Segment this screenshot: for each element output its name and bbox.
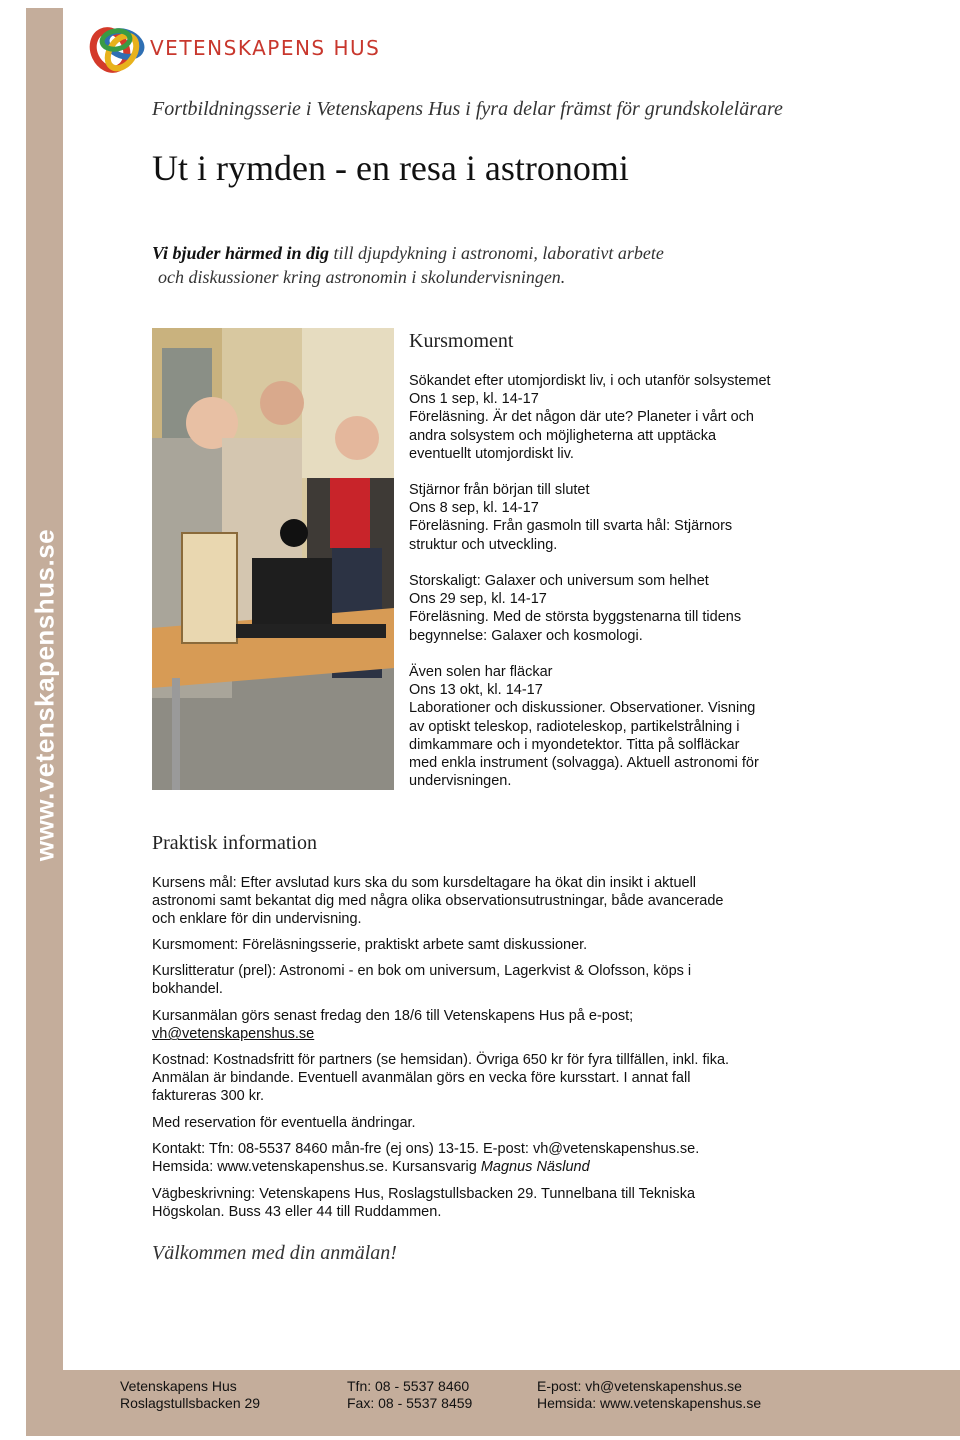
course-photo [152,328,394,790]
info-text: astronomi samt bekantat dig med några olika observationsutrustningar, både avancerade [152,893,724,910]
praktisk-heading: Praktisk information [152,832,317,854]
module-title: Sökandet efter utomjordiskt liv, i och utanför solsystemet [409,373,771,389]
module-line: dimkammare och i myondetektor. Titta på solfläckar [409,736,740,753]
info-vagbeskrivning [152,1185,792,1221]
info-label: Kostnad [152,1052,206,1068]
info-text: bokhandel. [152,981,223,998]
series-subtitle: Fortbildningsserie i Vetenskapens Hus i fyra delar främst för grundskolelärare [152,98,783,120]
info-text: : Kostnadsfritt för partners (se hemsidan). Övriga 650 kr för fyra tillfällen, inkl. fika. [205,1052,730,1068]
footer-phone [347,1378,472,1412]
info-label: Kursanmälan [152,1008,238,1024]
module-line: Föreläsning. Med de största byggstenarna till tidens [409,609,742,626]
module-date: Ons 13 okt, kl. 14-17 [409,682,543,699]
module-4 [409,663,809,790]
footer-line: Hemsida: www.vetenskapenshus.se [537,1395,762,1411]
module-3 [409,572,809,645]
logo-name: VETENSKAPENS HUS [150,36,381,60]
info-text: faktureras 300 kr. [152,1088,265,1105]
info-text: Vetenskapens Hus, Roslagstullsbacken 29. Tunnelbana till Tekniska [255,1186,696,1202]
module-line: begynnelse: Galaxer och kosmologi. [409,627,643,644]
info-label: Kurslitteratur [152,963,235,979]
module-title: Stjärnor från början till slutet [409,482,590,498]
info-text: Anmälan är bindande. Eventuell avanmälan görs en vecka före kursstart. I annat fall [152,1070,691,1087]
footer-line: Roslagstullsbacken 29 [120,1395,261,1411]
module-1 [409,372,809,463]
info-text: (prel): Astronomi - en bok om universum, Lagerkvist & Olofsson, köps i [234,963,692,979]
info-text: Föreläsningsserie, praktiskt arbete samt diskussioner. [238,937,588,953]
footer-address [120,1378,260,1412]
info-label: Vägbeskrivning: [152,1186,256,1202]
footer-line: Vetenskapens Hus [120,1378,237,1394]
module-line: Laborationer och diskussioner. Observationer. Visning [409,700,756,717]
info-label: Kursmoment: [152,937,239,953]
kursmoment-heading: Kursmoment [409,330,514,352]
info-kostnad [152,1051,792,1106]
welcome-text: Välkommen med din anmälan! [152,1242,397,1264]
side-url-container [26,470,63,920]
module-title: Även solen har fläckar [409,664,553,680]
info-text: och enklare för din undervisning. [152,911,362,928]
info-kontakt [152,1140,792,1176]
module-2 [409,481,809,554]
email-link[interactable]: vh@vetenskapenshus.se [152,1026,315,1043]
interlocking-rings-logo-icon [88,18,150,78]
module-line: eventuellt utomjordiskt liv. [409,445,574,462]
module-line: Föreläsning. Från gasmoln till svarta hål: Stjärnors [409,518,733,535]
info-text: Högskolan. Buss 43 eller 44 till Ruddammen. [152,1204,442,1221]
info-text: görs senast fredag den 18/6 till Vetenskapens Hus på e-post; [237,1008,634,1024]
info-reservation: Med reservation för eventuella ändringar. [152,1115,416,1131]
footer-line: Tfn: 08 - 5537 8460 [347,1378,470,1394]
module-line: Föreläsning. Är det någon där ute? Planeter i vårt och [409,409,754,426]
info-text: Efter avslutad kurs ska du som kursdeltagare ha ökat din insikt i aktuell [236,875,697,891]
module-line: struktur och utveckling. [409,536,558,553]
contact-person: Magnus Näslund [480,1159,590,1176]
module-line: undervisningen. [409,773,512,790]
footer-line: E-post: vh@vetenskapenshus.se [537,1378,742,1394]
info-label: Kursens mål: [152,875,237,891]
side-url: www.vetenskapenshus.se [29,528,59,862]
module-date: Ons 29 sep, kl. 14-17 [409,591,547,608]
info-kurslitteratur [152,962,792,998]
info-label: Kontakt: [152,1141,206,1157]
intro-line-2: och diskussioner kring astronomin i skolundervisningen. [158,267,566,287]
info-kursmoment [152,936,792,954]
info-text: Tfn: 08-5537 8460 mån-fre (ej ons) 13-15. E-post: vh@vetenskapenshus.se. [205,1141,700,1157]
info-kursanmalan [152,1007,792,1043]
module-line: andra solsystem och möjligheterna att upptäcka [409,427,717,444]
footer-line: Fax: 08 - 5537 8459 [347,1395,473,1411]
module-date: Ons 8 sep, kl. 14-17 [409,500,539,517]
intro-text [152,241,772,289]
intro-bold: Vi bjuder härmed in dig [152,243,330,263]
page-title: Ut i rymden - en resa i astronomi [152,148,629,188]
footer-contact [537,1378,761,1412]
info-text: Hemsida: www.vetenskapenshus.se. Kursansvarig [152,1159,481,1176]
module-line: av optiskt teleskop, radioteleskop, partikelstrålning i [409,718,740,735]
module-date: Ons 1 sep, kl. 14-17 [409,391,539,408]
module-line: med enkla instrument (solvagga). Aktuell astronomi för [409,755,759,772]
intro-rest: till djupdykning i astronomi, laborativt arbete [329,243,664,263]
info-kursens-mal [152,874,792,929]
module-title: Storskaligt: Galaxer och universum som helhet [409,573,709,589]
